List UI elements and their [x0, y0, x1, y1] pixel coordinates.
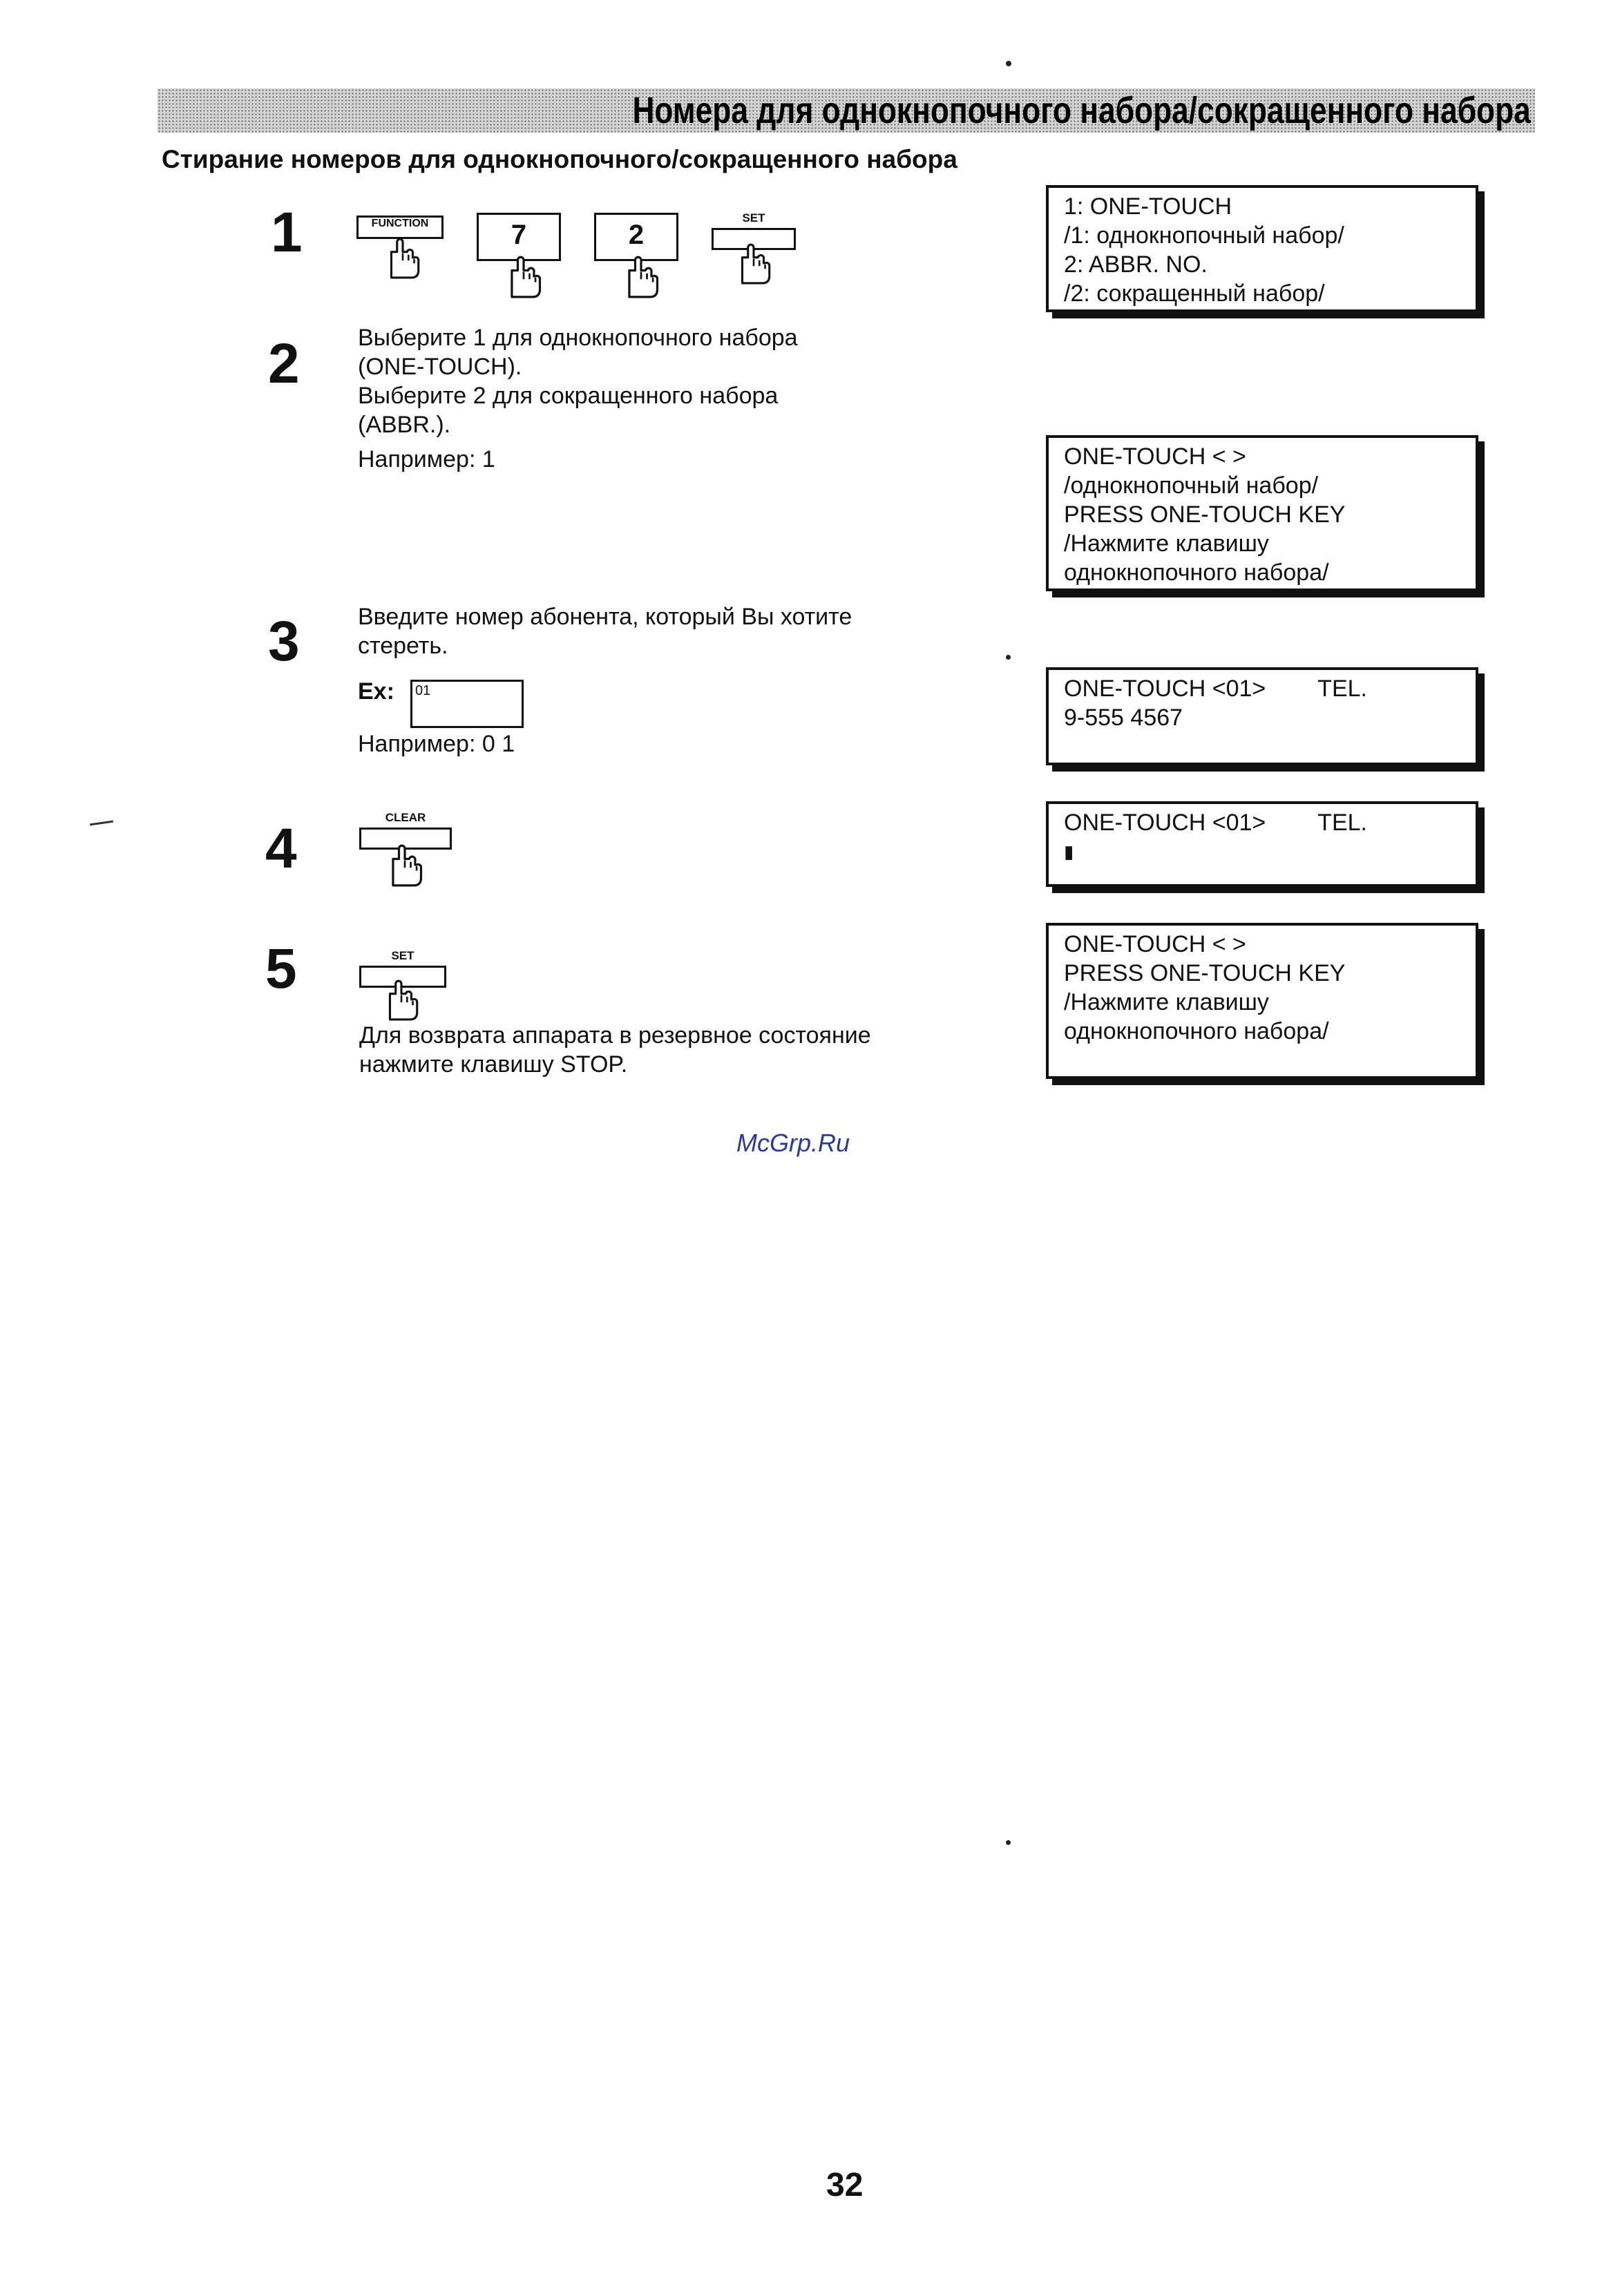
section-subtitle: Стирание номеров для однокнопочного/сокращенного набора — [162, 145, 957, 173]
set-key-label: SET — [742, 211, 765, 224]
finger-press-icon — [380, 978, 423, 1021]
header-banner — [158, 88, 1535, 133]
step-2-example: Например: 1 — [358, 446, 495, 472]
lcd-line: ONE-TOUCH <01> TEL. — [1064, 810, 1367, 836]
banner-title: Номера для однокнопочного набора/сокращенного набора — [632, 90, 1531, 131]
ex-input-box — [410, 680, 524, 728]
step-3-line: Введите номер абонента, который Вы хотите — [358, 604, 852, 630]
lcd-line: /Нажмите клавишу — [1064, 989, 1269, 1015]
finger-press-icon — [383, 843, 427, 887]
key-7-label: 7 — [511, 220, 527, 250]
lcd-line: 2: ABBR. NO. — [1064, 251, 1208, 278]
number-key-2[interactable] — [594, 207, 680, 304]
page-number: 32 — [826, 2167, 864, 2203]
scan-mark — [90, 821, 113, 826]
lcd-display-3 — [1046, 667, 1478, 765]
finger-press-icon — [381, 236, 424, 279]
finger-press-icon — [619, 254, 663, 298]
lcd-line: 1: ONE-TOUCH — [1064, 193, 1232, 220]
step-3-number: 3 — [268, 610, 300, 673]
step-3-example: Например: 0 1 — [358, 731, 515, 757]
lcd-line: /1: однокнопочный набор/ — [1064, 222, 1344, 249]
clear-key[interactable] — [359, 808, 456, 891]
finger-press-icon — [502, 254, 546, 298]
lcd-line: /Нажмите клавишу — [1064, 530, 1269, 557]
set-key-step-5[interactable] — [359, 946, 456, 1022]
lcd-line: ONE-TOUCH < > — [1064, 931, 1246, 957]
step-2-text — [358, 323, 798, 474]
lcd-display-4 — [1046, 801, 1478, 887]
step-5-line: нажмите клавишу STOP. — [359, 1051, 628, 1078]
step-5-line: Для возврата аппарата в резервное состояние — [359, 1022, 871, 1049]
step-5-text — [359, 1021, 871, 1079]
lcd-line: 9-555 4567 — [1064, 705, 1183, 731]
step-2-line: (ABBR.). — [358, 412, 451, 438]
step-3-text — [358, 602, 852, 660]
lcd-line: ONE-TOUCH <01> TEL. — [1064, 676, 1367, 702]
set-key-label: SET — [391, 949, 414, 962]
lcd-cursor: ▮ — [1064, 841, 1074, 862]
key-2-label: 2 — [628, 220, 645, 250]
step-5-number: 5 — [265, 937, 297, 1000]
scan-speck — [1006, 1840, 1011, 1845]
set-key[interactable] — [712, 207, 801, 290]
step-4-number: 4 — [265, 817, 297, 880]
lcd-display-1 — [1046, 185, 1478, 312]
scan-speck — [1006, 655, 1011, 660]
lcd-line: ONE-TOUCH < > — [1064, 443, 1246, 470]
lcd-line: однокнопочного набора/ — [1064, 559, 1329, 586]
step-2-number: 2 — [268, 332, 300, 395]
lcd-line: PRESS ONE-TOUCH KEY — [1064, 501, 1346, 528]
step-2-line: (ONE-TOUCH). — [358, 354, 522, 380]
function-key-label: FUNCTION — [371, 218, 429, 229]
watermark-link[interactable]: McGrp.Ru — [736, 1129, 850, 1157]
lcd-line: PRESS ONE-TOUCH KEY — [1064, 960, 1346, 986]
number-key-7[interactable] — [477, 207, 563, 304]
lcd-line: /2: сокращенный набор/ — [1064, 280, 1325, 307]
step-2-line: Выберите 1 для однокнопочного набора — [358, 325, 798, 351]
lcd-display-5 — [1046, 923, 1478, 1079]
step-3-line: стереть. — [358, 633, 448, 659]
lcd-line: однокнопочного набора/ — [1064, 1018, 1329, 1044]
ex-label: Ex: — [358, 678, 394, 705]
scan-speck — [1006, 61, 1011, 66]
clear-key-label: CLEAR — [385, 811, 426, 824]
lcd-display-2 — [1046, 435, 1478, 591]
ex-value: 01 — [415, 683, 431, 698]
function-key[interactable] — [356, 209, 446, 285]
lcd-line: /однокнопочный набор/ — [1064, 472, 1319, 499]
step-1-number: 1 — [271, 201, 303, 264]
step-2-line: Выберите 2 для сокращенного набора — [358, 383, 779, 409]
finger-press-icon — [732, 242, 775, 285]
